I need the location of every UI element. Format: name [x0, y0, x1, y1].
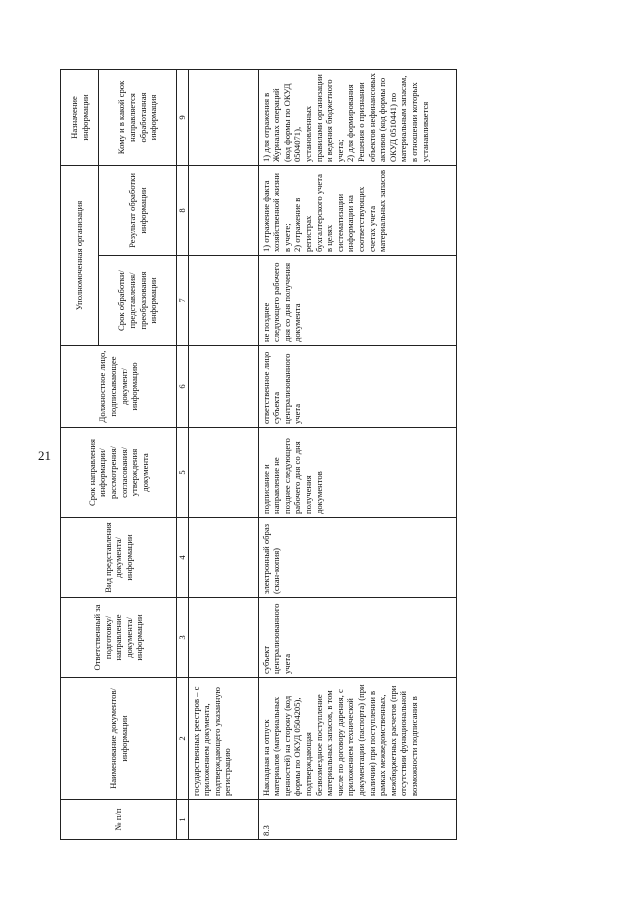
- header-doc-name: Наименование документов/ информации: [61, 678, 177, 800]
- header-deadline: Срок направления информации/ рассмотрения/ согласования/ утверждения документа: [61, 428, 177, 518]
- header-responsible: Ответственный за подготовку/ направление документа/ информации: [61, 598, 177, 678]
- cell-form: электронный образ (скан-копия): [258, 518, 456, 598]
- header-recipient: Кому и в какой срок направляется обработанная информация: [99, 69, 177, 165]
- header-num: № п/п: [61, 800, 177, 840]
- column-number: 1: [177, 800, 189, 840]
- cell-responsible: субъект централизованного учета: [258, 598, 456, 678]
- header-form: Вид представления документа/ информации: [61, 518, 177, 598]
- header-result: Результат обработки информации: [99, 165, 177, 255]
- cell-deadline: [188, 428, 258, 518]
- header-purpose: Назначение информации: [61, 69, 99, 165]
- header-official: Должностное лицо, подписывающее документ/ информацию: [61, 346, 177, 428]
- column-number: 6: [177, 346, 189, 428]
- cell-num: [188, 800, 258, 840]
- cell-result: [188, 165, 258, 255]
- column-number: 9: [177, 69, 189, 165]
- cell-deadline: подписание и направление не позднее следующего рабочего дня со дня получения документов: [258, 428, 456, 518]
- column-number-row: [177, 69, 189, 839]
- document-table: [60, 69, 457, 840]
- cell-processing-term: не позднее следующего рабочего дня со дня получения документа: [258, 256, 456, 346]
- column-number: 5: [177, 428, 189, 518]
- cell-recipient: [188, 69, 258, 165]
- cell-recipient: 1) для отражения в Журналах операций (код формы по ОКУД 0504071), установленных правилами организации и ведения бюджетного учета; 2) для формирования Решения о признании объектов нефинансовых активов (код формы по ОКУД 0510441) по материальным запасам, в отношении которых устанавливается: [258, 69, 456, 165]
- column-number: 4: [177, 518, 189, 598]
- table-row-8-3: [258, 69, 456, 839]
- column-number: 7: [177, 256, 189, 346]
- rotated-table-wrapper: [60, 0, 640, 840]
- header-authorized-org: Уполномоченная организация: [61, 165, 99, 345]
- column-number: 8: [177, 165, 189, 255]
- page-number: 21: [38, 448, 51, 463]
- cell-processing-term: [188, 256, 258, 346]
- cell-num: 8.3: [258, 800, 456, 840]
- cell-official: [188, 346, 258, 428]
- header-processing-term: Срок обработки/ представления/ преобразования информации: [99, 256, 177, 346]
- table-row-continued: [188, 69, 258, 839]
- cell-responsible: [188, 598, 258, 678]
- cell-official: ответственное лицо субъекта централизованного учета: [258, 346, 456, 428]
- cell-form: [188, 518, 258, 598]
- cell-doc-name: государственных реестров – с приложением документа, подтверждающего указанную регистрацию: [188, 678, 258, 800]
- column-number: 2: [177, 678, 189, 800]
- cell-result: 1) отражение факта хозяйственной жизни в учете; 2) отражение в регистрах бухгалтерского учета в целях систематизации информации на соответствующих счетах учета материальных запасов: [258, 165, 456, 255]
- cell-doc-name: Накладная на отпуск материалов (материальных ценностей) на сторону (код формы по ОКУД 0504205), подтверждающая безвозмездное поступление материальных запасов, в том числе по договору дарения, с приложением технической документации (паспорта) (при наличии) при поступлении в рамках межведомственных, межбюджетных расчетов (при отсутствии функциональной возможности подписания в: [258, 678, 456, 800]
- column-number: 3: [177, 598, 189, 678]
